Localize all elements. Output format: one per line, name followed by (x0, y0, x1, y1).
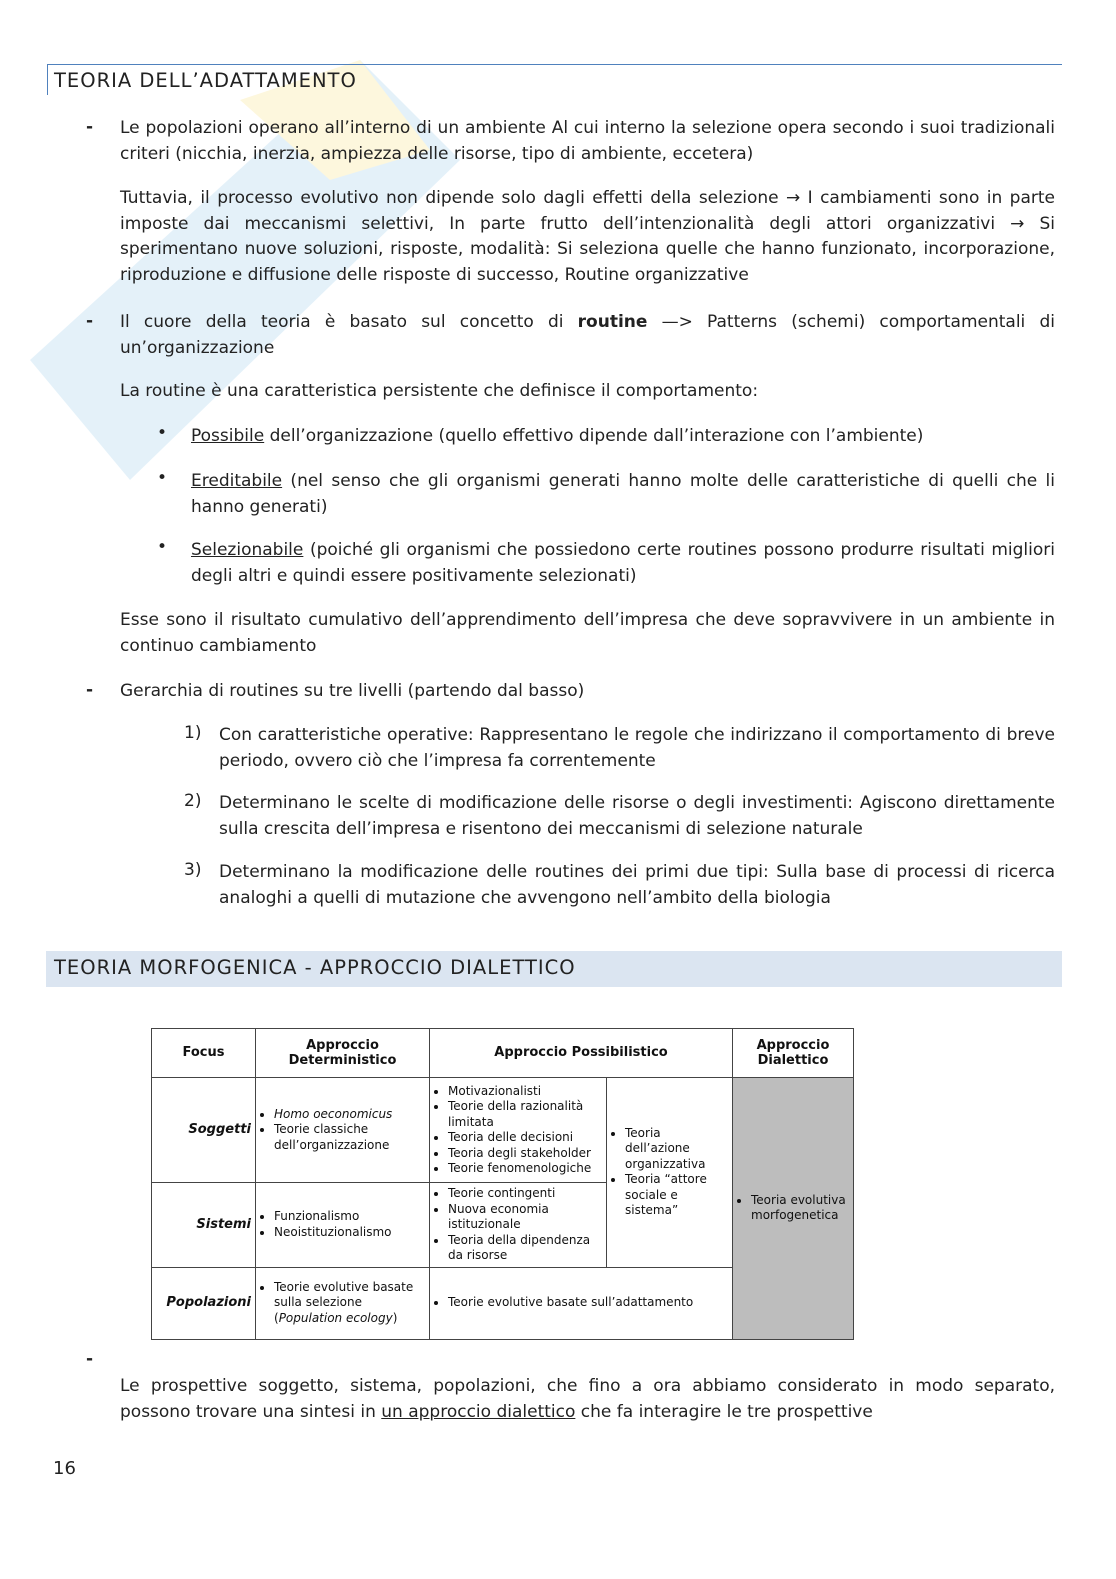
dash-bullet: - (86, 117, 94, 137)
approaches-table (151, 1028, 854, 1340)
paragraph: Gerarchia di routines su tre livelli (partendo dal basso) (120, 681, 585, 701)
paragraph (120, 1374, 1055, 1425)
numbered-item: Determinano la modificazione delle routines dei primi due tipi: Sulla base di processi di ricerca analoghi a quelli di mutazione che avvengono nell’ambito della biologia (219, 862, 1055, 908)
cell-item: • Teorie evolutive basate sull’adattamento (448, 1295, 728, 1311)
list-number: 1) (184, 723, 202, 743)
row-header: Soggetti (152, 1078, 256, 1183)
cell (607, 1078, 733, 1268)
cell-item: • Nuova economia istituzionale (448, 1202, 602, 1233)
section-heading-morfogenica: TEORIA MORFOGENICA - APPROCCIO DIALETTICO (46, 951, 1062, 987)
text: —> Patterns (schemi) comportamentali di un’organizzazione (120, 312, 1055, 358)
cell-item: • Teorie contingenti (448, 1186, 602, 1202)
cell-item: • Motivazionalisti (448, 1084, 602, 1100)
cell (430, 1078, 607, 1183)
list-number: 3) (184, 860, 202, 880)
bold-term: routine (577, 312, 648, 332)
section-heading-adattamento: TEORIA DELL’ADATTAMENTO (47, 64, 1062, 95)
row-header: Popolazioni (152, 1267, 256, 1339)
cell-item: • Neoistituzionalismo (274, 1225, 425, 1241)
dash-bullet: - (86, 1349, 94, 1369)
cell-item: Homo oeconomicus (274, 1106, 393, 1121)
bullet-icon: • (157, 423, 168, 443)
row-header: Sistemi (152, 1183, 256, 1268)
bullet-item (191, 423, 1055, 449)
bullet-icon: • (157, 468, 168, 488)
bullet-icon: • (157, 537, 168, 557)
bullet-item (191, 537, 1055, 589)
table-header-row (152, 1029, 854, 1078)
dash-bullet: - (86, 311, 94, 331)
paragraph: Le popolazioni operano all’interno di un ambiente Al cui interno la selezione opera secondo i suoi tradizionali criteri (nicchia, inerzia, ampiezza delle risorse, tipo di ambiente, eccetera) (120, 118, 1055, 164)
cell-item: • Teoria della dipendenza da risorse (448, 1233, 602, 1264)
cell (256, 1078, 430, 1183)
text: Il cuore della teoria è basato sul concetto di (120, 312, 578, 332)
cell-item: • Teorie della razionalità limitata (448, 1099, 602, 1130)
cell (733, 1078, 854, 1340)
cell-item: • Teoria evolutiva morfogenetica (751, 1193, 849, 1224)
numbered-item: Con caratteristiche operative: Rappresentano le regole che indirizzano il comportamento di breve periodo, ovvero ciò che l’impresa fa correntemente (219, 725, 1055, 771)
cell: • Teorie evolutive basate sulla selezione (Population ecology) (256, 1267, 430, 1339)
cell-item: • Teoria “attore sociale e sistema” (625, 1172, 728, 1219)
text: che fa interagire le tre prospettive (575, 1401, 873, 1422)
cell-item: Population ecology (278, 1310, 393, 1325)
header-cell: Approccio Deterministico (256, 1029, 430, 1078)
dash-bullet: - (86, 680, 94, 700)
paragraph: La routine è una caratteristica persistente che definisce il comportamento: (120, 381, 759, 401)
paragraph: Esse sono il risultato cumulativo dell’apprendimento dell’impresa che deve sopravvivere in un ambiente in continuo cambiamento (120, 610, 1055, 656)
bullet-item (191, 468, 1055, 520)
text: dell’organizzazione (quello effettivo dipende dall’interazione con l’ambiente) (264, 426, 924, 446)
numbered-item: Determinano le scelte di modificazione delle risorse o degli investimenti: Agiscono direttamente sulla crescita dell’impresa e risentono dei meccanismi di selezione naturale (219, 793, 1055, 839)
cell-item: • Teorie fenomenologiche (448, 1161, 602, 1177)
text: (nel senso che gli organismi generati hanno molte delle caratteristiche di quelli che li hanno generati) (191, 471, 1055, 517)
cell-item: • Funzionalismo (274, 1209, 425, 1225)
paragraph: Tuttavia, il processo evolutivo non dipende solo dagli effetti della selezione → I cambiamenti sono in parte imposte dai meccanismi selettivi, In parte frutto dell’intenzionalità degli attori organizzativi → Si sperimentano nuove soluzioni, risposte, modalità: Si seleziona quelle che hanno funzionato, incorporazione, riproduzione e diffusione delle risposte di successo, Routine organizzative (120, 188, 1055, 285)
cell-item: • Teorie classiche dell’organizzazione (274, 1122, 425, 1153)
cell (430, 1267, 733, 1339)
cell-item: Teorie evolutive basate sulla selezione (274, 1279, 414, 1310)
header-cell: Approccio Possibilistico (430, 1029, 733, 1078)
cell (256, 1183, 430, 1268)
term: Possibile (191, 426, 265, 446)
text: Le prospettive soggetto, sistema, popolazioni, che fino a ora abbiamo considerato in modo separato, possono trovare una sintesi in (120, 1376, 1055, 1422)
cell-item: • Teoria degli stakeholder (448, 1146, 602, 1162)
underlined-term: un approccio dialettico (381, 1401, 576, 1422)
paragraph (120, 310, 1055, 361)
term: Ereditabile (191, 471, 283, 491)
header-cell: Focus (152, 1029, 256, 1078)
cell-item: • Teoria dell’azione organizzativa (625, 1126, 728, 1173)
cell-item: • Teoria delle decisioni (448, 1130, 602, 1146)
text: (poiché gli organismi che possiedono certe routines possono produrre risultati migliori degli altri e quindi essere positivamente selezionati) (191, 540, 1055, 586)
cell (430, 1183, 607, 1268)
list-number: 2) (184, 791, 202, 811)
header-cell: Approccio Dialettico (733, 1029, 854, 1078)
page-number: 16 (53, 1458, 76, 1479)
table-row (152, 1078, 854, 1183)
term: Selezionabile (191, 540, 304, 560)
